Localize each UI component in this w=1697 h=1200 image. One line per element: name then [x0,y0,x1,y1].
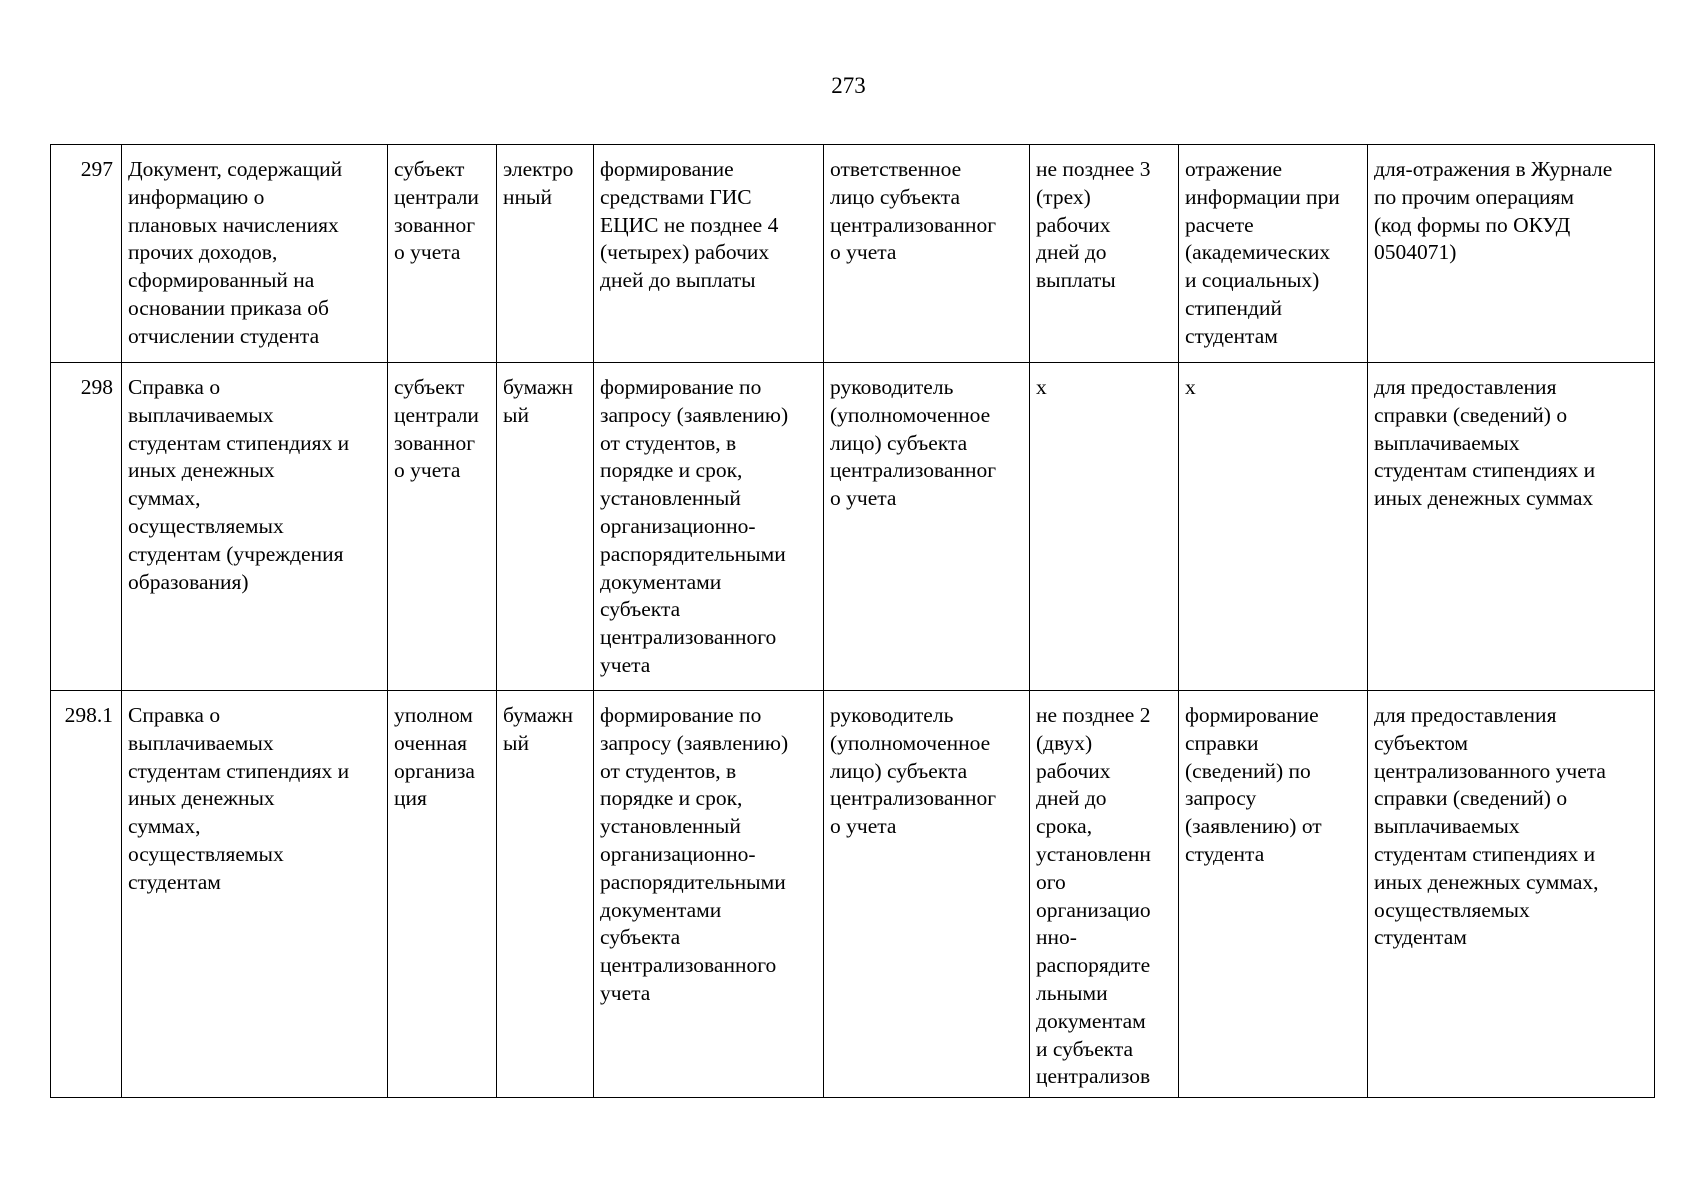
creator-cell: уполном оченная организа ция [388,691,497,1098]
reflection-cell: формирование справки (сведений) по запросу (заявлению) от студента [1179,691,1368,1098]
form-cell: бумажн ый [497,363,594,691]
formation-cell: формирование по запросу (заявлению) от студентов, в порядке и срок, установленный организационно- распорядительными документами субъекта централизованного учета [594,691,824,1098]
form-cell: бумажн ый [497,691,594,1098]
creator-cell: субъект централи зованног о учета [388,145,497,363]
formation-cell: формирование по запросу (заявлению) от студентов, в порядке и срок, установленный организационно- распорядительными документами субъекта централизованного учета [594,363,824,691]
page-number: 273 [831,73,866,98]
document-table [50,144,1655,1098]
deadline-cell: не позднее 2 (двух) рабочих дней до срока, установленн ого организацио нно- распорядите льными документам и субъекта централизов [1030,691,1179,1098]
creator-cell: субъект централи зованног о учета [388,363,497,691]
responsible-cell: руководитель (уполномоченное лицо) субъекта централизованног о учета [824,691,1030,1098]
table-row [51,363,1655,691]
reflection-cell: х [1179,363,1368,691]
formation-cell: формирование средствами ГИС ЕЦИС не позднее 4 (четырех) рабочих дней до выплаты [594,145,824,363]
form-cell: электро нный [497,145,594,363]
deadline-cell: х [1030,363,1179,691]
document-name-cell: Справка о выплачиваемых студентам стипендиях и иных денежных суммах, осуществляемых студентам (учреждения образования) [122,363,388,691]
purpose-cell: для предоставления субъектом централизованного учета справки (сведений) о выплачиваемых студентам стипендиях и иных денежных суммах, осуществляемых студентам [1368,691,1655,1098]
table-row [51,145,1655,363]
responsible-cell: ответственное лицо субъекта централизованног о учета [824,145,1030,363]
document-name-cell: Справка о выплачиваемых студентам стипендиях и иных денежных суммах, осуществляемых студентам [122,691,388,1098]
table-row [51,691,1655,1098]
row-number-cell: 297 [51,145,122,363]
responsible-cell: руководитель (уполномоченное лицо) субъекта централизованног о учета [824,363,1030,691]
deadline-cell: не позднее 3 (трех) рабочих дней до выплаты [1030,145,1179,363]
reflection-cell: отражение информации при расчете (академических и социальных) стипендий студентам [1179,145,1368,363]
purpose-cell: для-отражения в Журнале по прочим операциям (код формы по ОКУД 0504071) [1368,145,1655,363]
row-number-cell: 298.1 [51,691,122,1098]
row-number-cell: 298 [51,363,122,691]
document-name-cell: Документ, содержащий информацию о плановых начислениях прочих доходов, сформированный на основании приказа об отчислении студента [122,145,388,363]
purpose-cell: для предоставления справки (сведений) о выплачиваемых студентам стипендиях и иных денежных суммах [1368,363,1655,691]
